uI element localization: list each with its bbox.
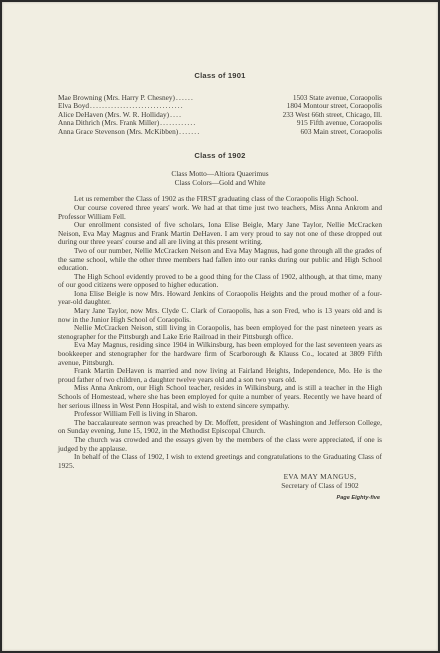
roster-address: 233 West 66th street, Chicago, Ill. bbox=[282, 110, 382, 119]
history-paragraph: Mary Jane Taylor, now Mrs. Clyde C. Clark of Coraopolis, has a son Fred, who is 13 years old and is now in the Junior High School of Coraopolis. bbox=[58, 306, 382, 324]
history-paragraph: Professor William Fell is living in Sharon. bbox=[74, 409, 198, 419]
class-motto: Class Motto—Altiora Quaerimus bbox=[171, 169, 269, 179]
history-paragraph: The High School evidently proved to be a good thing for the Class of 1902, although, at that time, many of our good citizens were opposed to higher education. bbox=[58, 271, 382, 290]
class-1901-heading: Class of 1901 bbox=[194, 71, 246, 80]
class-1902-history bbox=[58, 195, 382, 470]
class-motto-block bbox=[58, 170, 382, 187]
roster-name: Anna Dithrich (Mrs. Frank Miller) bbox=[58, 119, 160, 128]
roster-name: Mae Browning (Mrs. Harry P. Chesney) bbox=[58, 93, 175, 102]
roster-row bbox=[58, 128, 382, 137]
roster-name: Anna Grace Stevenson (Mrs. McKibben) bbox=[58, 127, 179, 136]
roster-leader-dots: ....... bbox=[179, 127, 201, 136]
roster-leader-dots: ............ bbox=[160, 119, 197, 128]
roster-address: 1503 State avenue, Coraopolis bbox=[292, 93, 382, 102]
roster-row bbox=[58, 119, 382, 128]
class-1902-heading: Class of 1902 bbox=[194, 150, 246, 160]
roster-name: Alice DeHaven (Mrs. W. R. Holliday) bbox=[58, 110, 170, 119]
page-number: Page Eighty-five bbox=[336, 494, 380, 501]
history-paragraph: Our enrollment consisted of five scholars, Iona Elise Beigle, Mary Jane Taylor, Nellie McCracken Neison, Eva May Magnus and Frank Martin DeHaven. I am very proud to say not one of these dropped out during our three years' course and all are living at this present writing. bbox=[58, 220, 382, 247]
page-content bbox=[58, 72, 382, 502]
roster-address: 603 Main street, Coraopolis bbox=[300, 127, 382, 136]
history-paragraph: Miss Anna Ankrom, our High School teacher, resides in Wilkinsburg, and is still a teacher in the High Schools of Homestead, where she has been employed for quite a number of years. Recently we have heard of her serious illness in West Penn Hospital, and wish to extend sincere sympathy. bbox=[58, 383, 382, 410]
class-colors: Class Colors—Gold and White bbox=[174, 177, 266, 187]
history-paragraph: The baccalaureate sermon was preached by Dr. Moffett, president of Washington and Jefferson College, on Sunday evening, June 15, 1902, in the Methodist Episcopal Church. bbox=[58, 417, 382, 436]
history-paragraph: The church was crowded and the essays given by the members of the class were appreciated, if one is judged by the applause. bbox=[58, 434, 382, 453]
history-paragraph: Two of our number, Nellie McCracken Neison and Eva May Magnus, had gone through all the grades of the same school, while the other three members had fallen into our ranks during our public and High School education. bbox=[58, 245, 382, 273]
history-paragraph: Iona Elise Beigle is now Mrs. Howard Jenkins of Coraopolis Heights and the proud mother of a four-year-old daughter. bbox=[58, 288, 382, 307]
roster-address: 1804 Montour street, Coraopolis bbox=[286, 102, 382, 111]
roster-leader-dots: .... bbox=[170, 110, 183, 119]
roster-row bbox=[58, 111, 382, 120]
signature-block bbox=[58, 473, 382, 490]
history-paragraph: Let us remember the Class of 1902 as the FIRST graduating class of the Coraopolis High School. bbox=[74, 194, 359, 204]
roster-address: 915 Fifth avenue, Coraopolis bbox=[296, 119, 382, 128]
roster-row bbox=[58, 102, 382, 111]
history-paragraph: Our course covered three years' work. We had at that time just two teachers, Miss Anna Ankrom and Professor William Fell. bbox=[58, 202, 382, 221]
signature-title: Secretary of Class of 1902 bbox=[281, 480, 359, 490]
roster-leader-dots: ............................... bbox=[90, 102, 184, 111]
yearbook-page bbox=[2, 2, 438, 651]
roster-leader-dots: ...... bbox=[175, 93, 195, 102]
signature-name: EVA MAY MANGUS, bbox=[283, 472, 357, 482]
history-paragraph: Eva May Magnus, residing since 1904 in Wilkinsburg, has been employed for the last seventeen years as bookkeeper and stenographer for the hardware firm of Scarborough & Klauss Co., located at 3809 Fifth avenue, Pittsburgh. bbox=[58, 340, 382, 367]
roster-name: Elva Boyd bbox=[58, 102, 90, 111]
roster-row bbox=[58, 94, 382, 103]
class-1901-roster bbox=[58, 94, 382, 137]
history-paragraph: Nellie McCracken Neison, still living in Coraopolis, has been employed for the past nineteen years as stenographer for the Pittsburgh and Lake Erie Railroad in their Pittsburgh office. bbox=[58, 323, 382, 341]
history-paragraph: Frank Martin DeHaven is married and now living at Fairland Heights, Independence, Mo. He is the proud father of two children, a daughter twelve years old and a son two years old. bbox=[58, 366, 382, 384]
history-paragraph: In behalf of the Class of 1902, I wish to extend greetings and congratulations to the Graduating Class of 1925. bbox=[58, 452, 382, 470]
